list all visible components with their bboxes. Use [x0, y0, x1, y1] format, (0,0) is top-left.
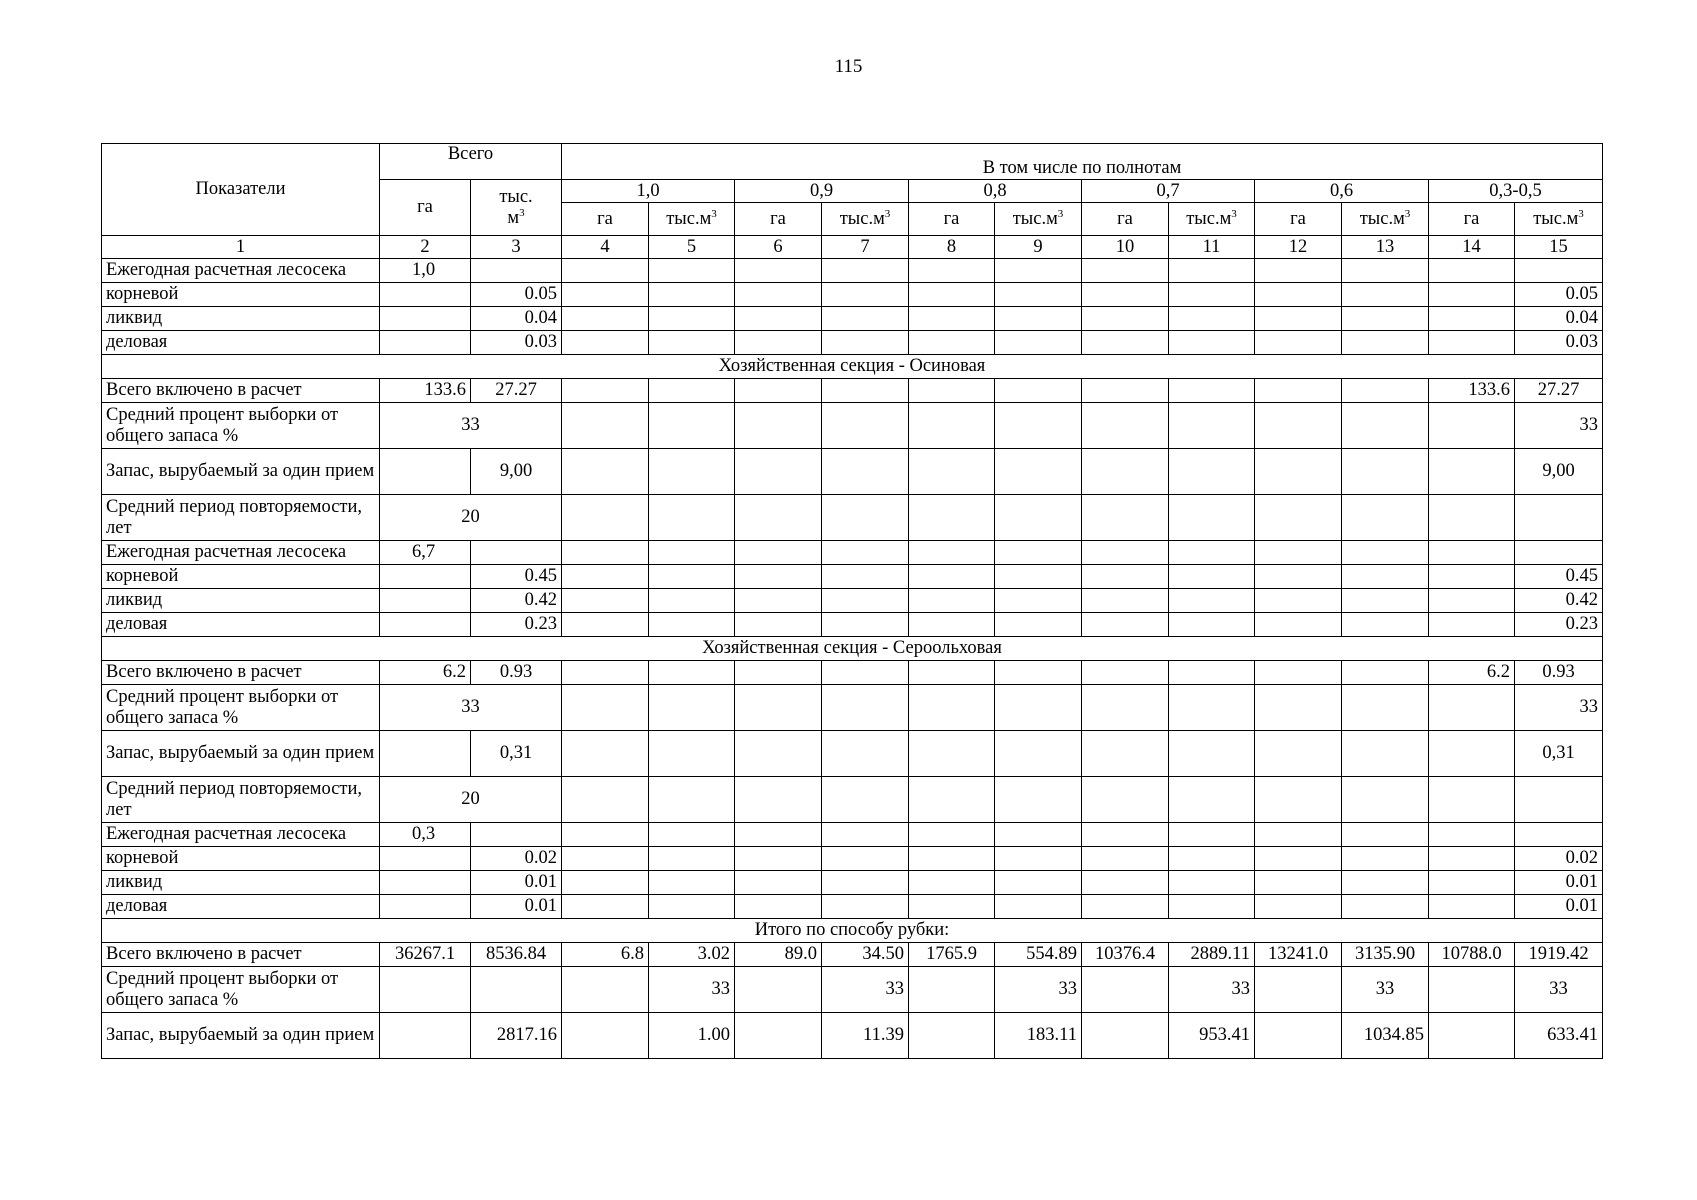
subheader-m3: $тыс.м^3$ — [1169, 203, 1255, 236]
row-label: ликвид — [102, 871, 380, 895]
cell-value: 33 — [1169, 967, 1255, 1013]
table-row — [102, 613, 1603, 637]
cell-value: 633.41 — [1515, 1013, 1603, 1059]
table-row — [102, 1013, 1603, 1059]
cell-value: 0.02 — [471, 847, 562, 871]
cell-value: 0.02 — [1515, 847, 1603, 871]
cell-value: 133.6 — [1429, 379, 1515, 403]
subheader-ha: га — [562, 203, 649, 236]
cell-value: 0.23 — [471, 613, 562, 637]
cell-value: 0.01 — [1515, 895, 1603, 919]
col-number: 7 — [822, 236, 909, 259]
row-label: Запас, вырубаемый за один прием — [102, 1013, 380, 1059]
col-number: 1 — [102, 236, 380, 259]
density-1-0: 1,0 — [562, 180, 735, 203]
table-row — [102, 307, 1603, 331]
row-label: корневой — [102, 283, 380, 307]
row-label: ликвид — [102, 307, 380, 331]
row-label: корневой — [102, 847, 380, 871]
subheader-m3: $тыс.м^3$ — [1515, 203, 1603, 236]
cell-value: 1765.9 — [909, 943, 995, 967]
section-header-row — [102, 355, 1603, 379]
section-title: Хозяйственная секция - Осиновая — [102, 355, 1603, 379]
table-row — [102, 847, 1603, 871]
row-label: Средний процент выборки от общего запаса % — [102, 685, 380, 731]
cell-value: 1919.42 — [1515, 943, 1603, 967]
col-number: 15 — [1515, 236, 1603, 259]
cell-value: 0.04 — [1515, 307, 1603, 331]
table-row — [102, 495, 1603, 541]
cell-value: 20 — [380, 495, 562, 541]
col-number: 3 — [471, 236, 562, 259]
subheader-ha: га — [735, 203, 822, 236]
cell-value: 0.03 — [1515, 331, 1603, 355]
cell-value: 1.00 — [649, 1013, 735, 1059]
section-header-row — [102, 637, 1603, 661]
cell-value: 8536.84 — [471, 943, 562, 967]
annual-cut-value: 0,3 — [380, 823, 471, 847]
cell-value: 554.89 — [995, 943, 1082, 967]
cell-value: 27.27 — [471, 379, 562, 403]
row-label: деловая — [102, 895, 380, 919]
row-label: Всего включено в расчет — [102, 943, 380, 967]
header-including-by-density: В том числе по полнотам — [562, 144, 1603, 180]
row-label: Всего включено в расчет — [102, 379, 380, 403]
cell-value: 9,00 — [1515, 449, 1603, 495]
cell-value: 27.27 — [1515, 379, 1603, 403]
table-row — [102, 449, 1603, 495]
section-title: Хозяйственная секция - Сероольховая — [102, 637, 1603, 661]
section-header-row — [102, 919, 1603, 943]
row-label: ликвид — [102, 589, 380, 613]
summary-title: Итого по способу рубки: — [102, 919, 1603, 943]
cell-value: 0.01 — [1515, 871, 1603, 895]
cell-value: 0.93 — [471, 661, 562, 685]
cell-value: 0.45 — [471, 565, 562, 589]
row-label: деловая — [102, 613, 380, 637]
table-row — [102, 589, 1603, 613]
forest-cutting-table — [101, 143, 1603, 1059]
table-row — [102, 541, 1603, 565]
cell-value: 0.45 — [1515, 565, 1603, 589]
cell-value: 0.01 — [471, 871, 562, 895]
density-0-9: 0,9 — [735, 180, 909, 203]
table-row — [102, 283, 1603, 307]
cell-value: 11.39 — [822, 1013, 909, 1059]
cell-value: 34.50 — [822, 943, 909, 967]
cell-value: 133.6 — [380, 379, 471, 403]
col-number: 8 — [909, 236, 995, 259]
col-number: 4 — [562, 236, 649, 259]
cell-value: 6.2 — [380, 661, 471, 685]
cell-value: 1034.85 — [1342, 1013, 1429, 1059]
cell-value: 2889.11 — [1169, 943, 1255, 967]
column-number-row — [102, 236, 1603, 259]
cell-value: 33 — [822, 967, 909, 1013]
cell-value: 33 — [380, 403, 562, 449]
col-number: 13 — [1342, 236, 1429, 259]
density-0-7: 0,7 — [1082, 180, 1255, 203]
col-number: 11 — [1169, 236, 1255, 259]
row-label: Средний процент выборки от общего запаса % — [102, 403, 380, 449]
table-row — [102, 731, 1603, 777]
col-number: 5 — [649, 236, 735, 259]
table-row — [102, 871, 1603, 895]
cell-value: 0,31 — [471, 731, 562, 777]
cell-value: 10788.0 — [1429, 943, 1515, 967]
col-number: 12 — [1255, 236, 1342, 259]
density-0-8: 0,8 — [909, 180, 1082, 203]
table-row — [102, 943, 1603, 967]
row-label: деловая — [102, 331, 380, 355]
table-row — [102, 823, 1603, 847]
cell-value: 36267.1 — [380, 943, 471, 967]
row-label: корневой — [102, 565, 380, 589]
subheader-m3: $тыс.м^3$ — [822, 203, 909, 236]
cell-value: 953.41 — [1169, 1013, 1255, 1059]
density-0-6: 0,6 — [1255, 180, 1429, 203]
row-label: Ежегодная расчетная лесосека — [102, 259, 380, 283]
table-row — [102, 565, 1603, 589]
row-label: Средний период повторяемости, лет — [102, 777, 380, 823]
cell-value: 33 — [649, 967, 735, 1013]
col-number: 2 — [380, 236, 471, 259]
cell-value: 33 — [1515, 685, 1603, 731]
col-number: 14 — [1429, 236, 1515, 259]
cell-value: 0.05 — [471, 283, 562, 307]
cell-value: 9,00 — [471, 449, 562, 495]
subheader-m3: $тыс.м^3$ — [1342, 203, 1429, 236]
row-label: Средний процент выборки от общего запаса % — [102, 967, 380, 1013]
row-label: Средний период повторяемости, лет — [102, 495, 380, 541]
cell-value: 20 — [380, 777, 562, 823]
cell-value: 33 — [380, 685, 562, 731]
subheader-ha: га — [1429, 203, 1515, 236]
table-row — [102, 403, 1603, 449]
cell-value: 33 — [1515, 967, 1603, 1013]
cell-value: 3135.90 — [1342, 943, 1429, 967]
cell-value: 33 — [995, 967, 1082, 1013]
cell-value: 33 — [1515, 403, 1603, 449]
row-label: Всего включено в расчет — [102, 661, 380, 685]
subheader-ha: га — [909, 203, 995, 236]
cell-value: 0.04 — [471, 307, 562, 331]
table-row — [102, 967, 1603, 1013]
cell-value: 33 — [1342, 967, 1429, 1013]
row-label: Запас, вырубаемый за один прием — [102, 731, 380, 777]
table-row — [102, 777, 1603, 823]
cell-value: 89.0 — [735, 943, 822, 967]
row-label: Ежегодная расчетная лесосека — [102, 823, 380, 847]
col-number: 9 — [995, 236, 1082, 259]
cell-value: 0.23 — [1515, 613, 1603, 637]
cell-value: 0.05 — [1515, 283, 1603, 307]
subheader-m3: $тыс.м^3$ — [995, 203, 1082, 236]
table-row — [102, 331, 1603, 355]
cell-value: 13241.0 — [1255, 943, 1342, 967]
table-row — [102, 661, 1603, 685]
cell-value: 10376.4 — [1082, 943, 1169, 967]
subheader-ha: га — [1255, 203, 1342, 236]
table-row — [102, 379, 1603, 403]
cell-value: 0,31 — [1515, 731, 1603, 777]
cell-value: 0.42 — [1515, 589, 1603, 613]
cell-value: 3.02 — [649, 943, 735, 967]
cell-value: 0.03 — [471, 331, 562, 355]
subheader-m3: $тыс.м^3$ — [649, 203, 735, 236]
row-label: Ежегодная расчетная лесосека — [102, 541, 380, 565]
cell-value: 183.11 — [995, 1013, 1082, 1059]
col-number: 10 — [1082, 236, 1169, 259]
cell-value: 0.93 — [1515, 661, 1603, 685]
header-total: Всего — [380, 144, 562, 180]
cell-value: 2817.16 — [471, 1013, 562, 1059]
annual-cut-value: 6,7 — [380, 541, 471, 565]
cell-value: 6.8 — [562, 943, 649, 967]
col-number: 6 — [735, 236, 822, 259]
subheader-ha: га — [1082, 203, 1169, 236]
table-row — [102, 685, 1603, 731]
header-indicators: Показатели — [102, 144, 380, 236]
table-row — [102, 259, 1603, 283]
row-label: Запас, вырубаемый за один прием — [102, 449, 380, 495]
table-row — [102, 895, 1603, 919]
header-total-ha: га — [380, 180, 471, 236]
header-total-m3: тыс. $м^3$ — [471, 180, 562, 236]
density-0-3-0-5: 0,3-0,5 — [1429, 180, 1603, 203]
cell-value: 0.01 — [471, 895, 562, 919]
page-number: 115 — [834, 56, 863, 77]
annual-cut-value: 1,0 — [380, 259, 471, 283]
cell-value: 6.2 — [1429, 661, 1515, 685]
cell-value: 0.42 — [471, 589, 562, 613]
